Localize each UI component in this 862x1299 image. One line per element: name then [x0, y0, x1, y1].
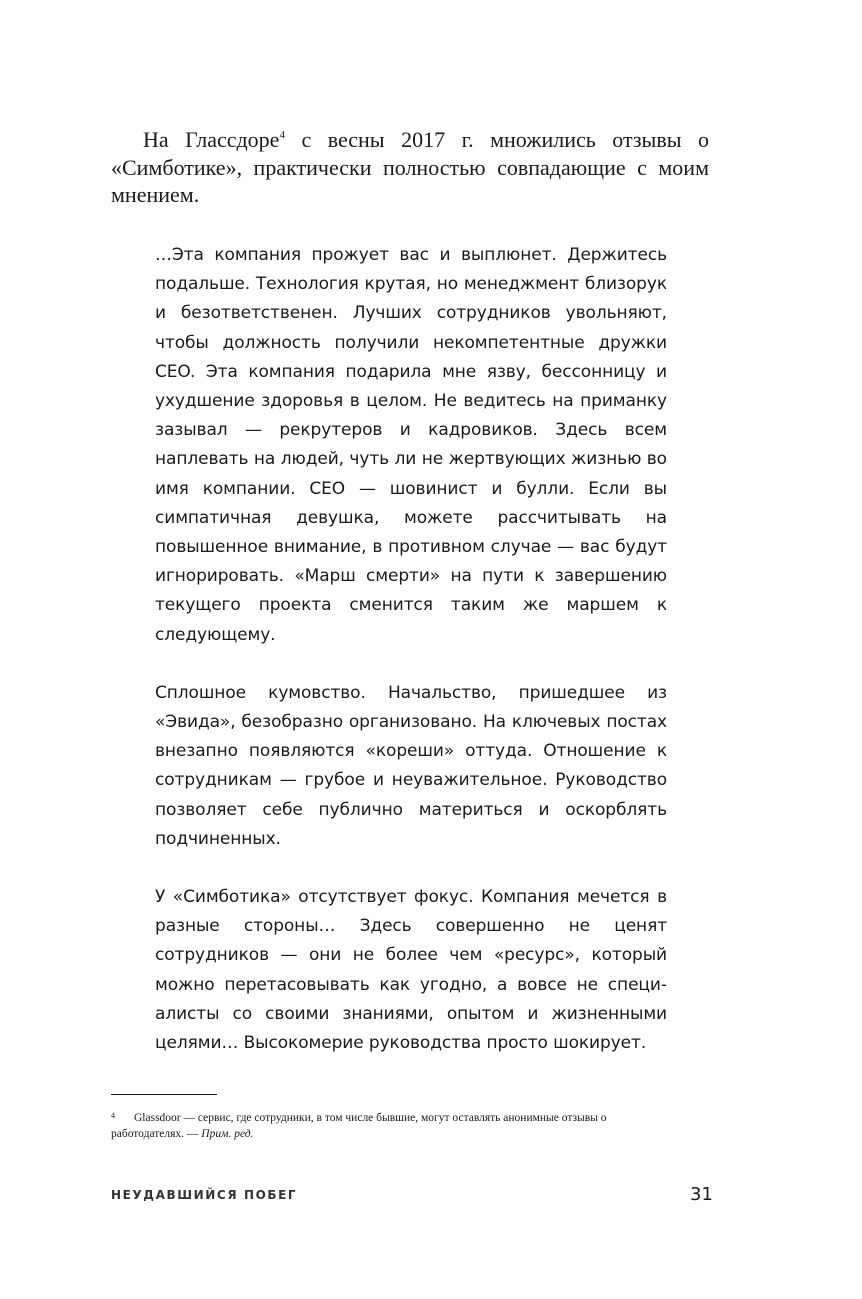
footnote-text: Glassdoor — сервис, где сотрудники, в том числе бывшие, могут оставлять анонимные отзывы о работодателях. —	[111, 1112, 607, 1140]
intro-lead-text: На Глассдоре	[143, 127, 280, 152]
review-quotes	[155, 241, 667, 1087]
footnote-editor-note: Прим. ред.	[201, 1128, 254, 1140]
intro-rest-text: с весны 2017 г. множились отзывы о «Симботике», практически полностью совпадающие с моим мнением.	[111, 127, 709, 207]
review-quote-1: …Эта компания прожует вас и выплюнет. Держитесь подальше. Технология крутая, но менеджмент близорук и безответственен. Лучших сотрудников увольняют, чтобы должность получили некомпетентные дружки CEO. Эта компания подарила мне язву, бессонницу и ухудшение здоровья в целом. Не ведитесь на приманку зазывал — рекрутеров и кадровиков. Здесь всем наплевать на людей, чуть ли не жертвующих жизнью во имя компании. CEO — шовинист и булли. Если вы симпатичная девушка, можете рассчитывать на повышенное внимание, в противном случае — вас будут игнорировать. «Марш смерти» на пути к завершению текущего проекта сменится таким же маршем к следующему.	[155, 245, 667, 645]
footnote	[111, 1108, 671, 1142]
page-number: 31	[690, 1184, 713, 1205]
footnote-divider	[111, 1094, 217, 1095]
intro-paragraph	[111, 126, 709, 209]
footnote-reference[interactable]: 4	[279, 129, 285, 141]
review-quote-3: У «Симботика» отсутствует фокус. Компания мечется в разные стороны… Здесь совершенно не ценят сотрудников — они не более чем «ресурс», который можно перетасовывать как угодно, а вовсе не специалисты со своими знаниями, опытом и жизненными целями… Высокомерие руководства просто шокирует.	[155, 887, 667, 1054]
footnote-mark: 4	[111, 1111, 115, 1120]
running-head: НЕУДАВШИЙСЯ ПОБЕГ	[111, 1188, 298, 1202]
review-quote-2: Сплошное кумовство. Начальство, пришедшее из «Эвида», безобразно организовано. На ключевых постах внезапно появляются «кореши» оттуда. Отношение к сотрудникам — грубое и неуважительное. Руководство позволяет себе публично материться и оскорблять подчиненных.	[155, 682, 667, 849]
